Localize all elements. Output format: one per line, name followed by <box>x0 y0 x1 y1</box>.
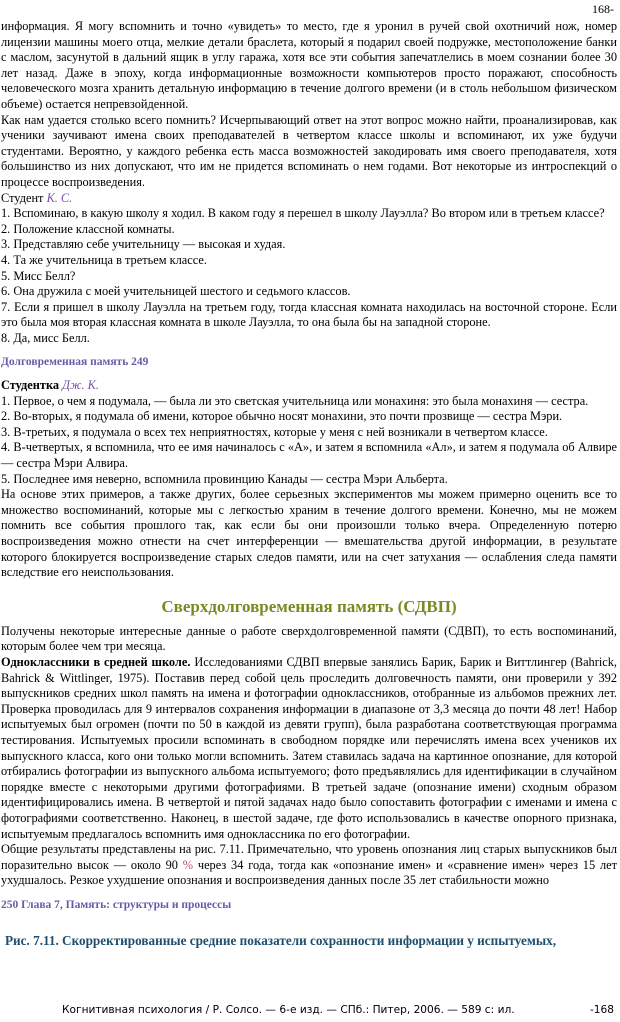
page-number-bottom: -168 <box>589 1004 614 1016</box>
paragraph-sdvp-intro: Получены некоторые интересные данные о работе сверхдолговременной памяти (СДВП), то есть воспоминаний, которым более чем три месяца. <box>1 623 617 654</box>
student-2-label: Студентка <box>1 378 60 393</box>
student-1-item: 8. Да, мисс Белл. <box>1 330 90 345</box>
student-1-item: 1. Вспоминаю, в какую школу я ходил. В каком году я перешел в школу Лауэлла? Во втором или в третьем классе? <box>1 206 605 221</box>
student-2-item: 1. Первое, о чем я подумала, — была ли это светская учительница или монахиня: это была монахиня — сестра. <box>1 393 589 408</box>
student-1-item: 4. Та же учительница в третьем классе. <box>1 252 207 267</box>
paragraph-how-remember: Как нам удается столько всего помнить? Исчерпывающий ответ на этот вопрос можно найти, проанализировав, как ученики заучивают имена своих преподавателей в четвертом классе школы и вспоминают, их уже будучи студентами. Вероятно, у каждого ребенка есть масса возможностей закодировать имя своего преподавателя, хотя большинство из них допускают, что им не придется вспоминать о нем годами. Вот некоторые из интроспекций о процессе воспроизведения. <box>1 112 617 189</box>
student-2-name: Дж. К. <box>62 378 99 393</box>
paragraph-interference: На основе этих примеров, а также других, более серьезных экспериментов мы можем примерно оценить все то множество воспоминаний, которые мы с легкостью храним в течение долгого времени. Конечно, мы не можем помнить все события прошлого так, как если бы они произошли только вчера. Определенную потерю воспроизведения можно отнести на счет интерференции — вмешательства другой информации, в результате которого блокируется воспроизведение старых следов памяти, или на счет затухания — ослабления следа памяти вследствие его неиспользования. <box>1 487 617 580</box>
student-2-heading <box>1 378 617 394</box>
student-1-item: 3. Представляю себе учительницу — высокая и худая. <box>1 237 286 252</box>
running-head-249: Долговременная память 249 <box>1 356 149 369</box>
student-2-item: 4. В-четвертых, я вспомнила, что ее имя начиналось с «А», и затем я вспомнила «Ал», и затем я подумала об Алвире — сестра Мэри Алвира. <box>1 440 617 471</box>
section-title: Сверхдолговременная память (СДВП) <box>161 596 457 616</box>
classmates-text: Исследованиями СДВП впервые занялись Барик, Барик и Виттлингер (Bahrick, Bahrick & Wittlinger, 1975). Поставив перед собой цель проследить долговечность памяти, они проверили у 392 выпускников средних школ память на имена и фотографии одноклассников, отобранные из альбомов прежних лет. Проверка проводилась для 9 интервалов сохранения информации в диапазоне от 3,3 месяца до почти 48 лет! Набор испытуемых был огромен (почти по 50 в каждой из девяти групп), была разработана соответствующая программа тестирования. Испытуемых просили вспоминать в свободном порядке или перечислять имена всех учеников их выпускного класса, кого они только могли вспомнить. Затем ставилась задача на картинное опознание, для которой отбирались фотографии из выпускного альбома испытуемого; фото предъявлялись для идентификации в случайном порядке вместе с некоторыми другими фотографиями. В третьей задаче (опознание имени) сходным образом идентифицировались имена. В четвертой и пятой задачах надо было сопоставить фотографии с именами и имена с фотографиями соответственно. Наконец, в шестой задаче, где фото использовались в качестве опорного признака, испытуемым предлагалось вспомнить имя одноклассника по его фотографии. <box>1 654 618 841</box>
student-1-label: Студент <box>1 190 44 205</box>
results-text-after: через 34 года, тогда как «опознание имен» и «сравнение имен» через 15 лет ухудшалось. Резкое ухудшение опознания и воспроизведения данных после 35 лет стабильности можно <box>1 857 617 888</box>
paragraph-classmates <box>1 655 617 842</box>
student-1-item: 7. Если я пришел в школу Лауэлла на третьем году, тогда классная комната находилась на восточной стороне. Если это была моя вторая классная комната в школе Лауэлла, то она была бы на западной стороне. <box>1 299 617 330</box>
page-content <box>1 19 617 949</box>
student-1-name: К. С. <box>46 190 73 205</box>
paragraph-results <box>1 842 617 889</box>
results-text-before: Общие результаты представлены на рис. 7.11. Примечательно, что уровень опознания лиц старых выпускников был поразительно высок — около 90 <box>1 842 617 872</box>
student-1-item: 6. Она дружила с моей учительницей шестого и седьмого классов. <box>1 284 351 299</box>
student-1-item: 5. Мисс Белл? <box>1 268 76 283</box>
student-2-item: 5. Последнее имя неверно, вспомнила провинцию Канады — сестра Мэри Альберта. <box>1 471 448 486</box>
classmates-heading: Одноклассники в средней школе. <box>1 654 191 669</box>
figure-caption: Рис. 7.11. Скорректированные средние показатели сохранности информации у испытуемых, <box>5 933 557 949</box>
student-2-item: 3. В-третьих, я подумала о всех тех неприятностях, которые у меня с ней возникали в четвертом классе. <box>1 424 548 439</box>
footer-citation: Когнитивная психология / Р. Солсо. — 6-е изд. — СПб.: Питер, 2006. — 589 с: ил. <box>62 1004 515 1016</box>
student-1-heading <box>1 191 617 207</box>
page-number-top: 168- <box>592 2 614 16</box>
percent-sign: % <box>182 857 194 872</box>
student-2-item: 2. Во-вторых, я подумала об имени, которое обычно носят монахини, это почти прозвище — сестра Мэри. <box>1 409 563 424</box>
running-head-250: 250 Глава 7, Память: структуры и процессы <box>1 898 232 911</box>
paragraph-intro: информация. Я могу вспомнить и точно «увидеть» то место, где я уронил в ручей свой охотничий нож, номер лицензии машины моего отца, мелкие детали браслета, который я подарил своей подружке, местоположение банки с маслом, засунутой в дальний ящик в углу гаража, хотя все эти события запечатлелись в моем сознании более 30 лет назад. Даже в эпоху, когда информационные возможности компьютеров просто поражают, способность человеческого мозга хранить детальную информацию в течение долгого времени (и в столь небольшом физическом объеме) остается непревзойденной. <box>1 19 617 111</box>
student-1-item: 2. Положение классной комнаты. <box>1 221 175 236</box>
